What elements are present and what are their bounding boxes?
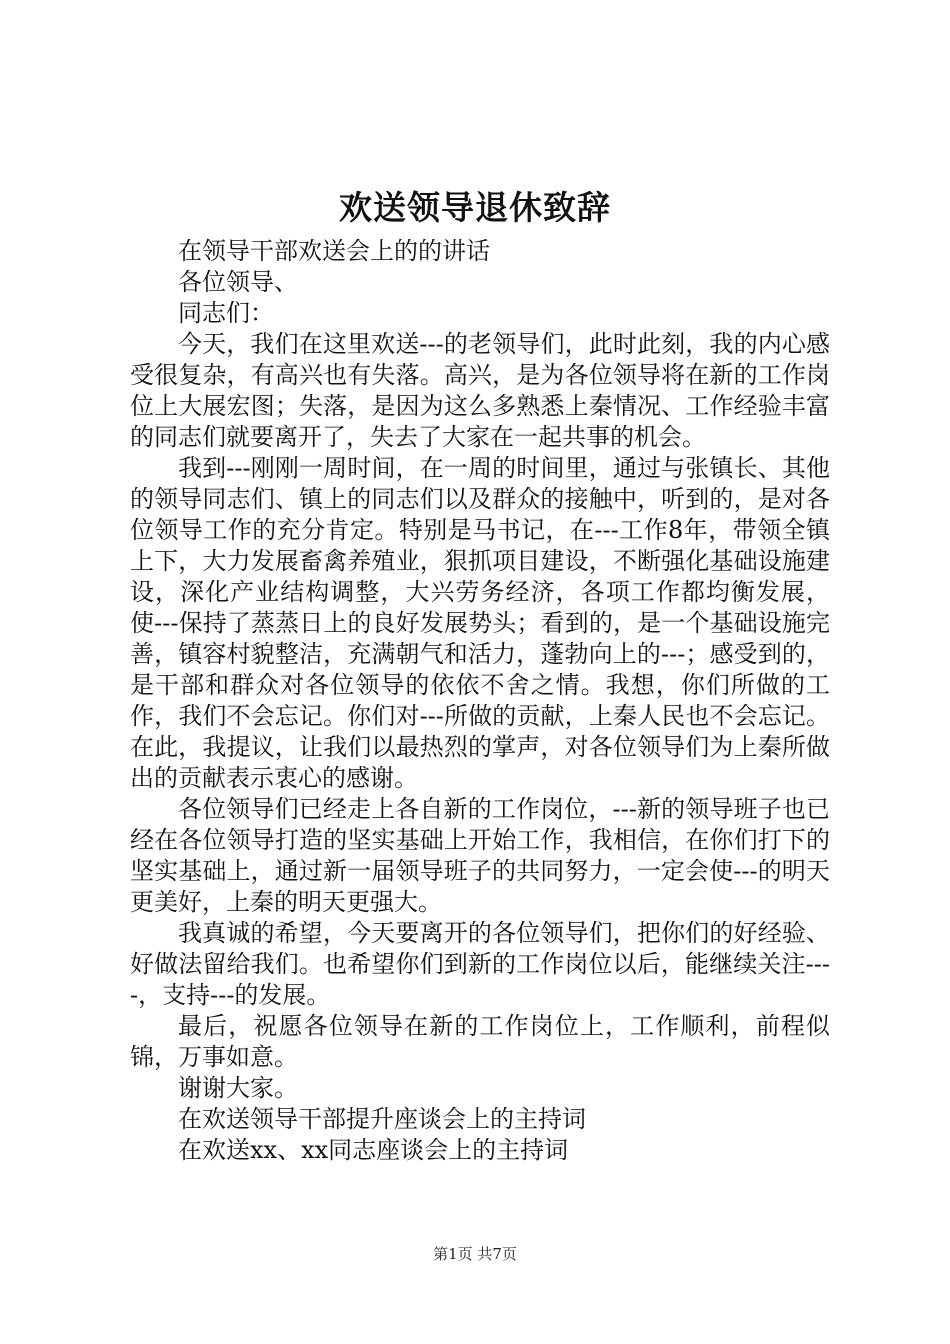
- document-body: [130, 236, 830, 1166]
- body-paragraph: 我到---刚刚一周时间，在一周的时间里，通过与张镇长、其他的领导同志们、镇上的同志们以及群众的接触中，听到的，是对各位领导工作的充分肯定。特别是马书记，在---工作8年，带领全镇上下，大力发展畜禽养殖业，狠抓项目建设，不断强化基础设施建设，深化产业结构调整，大兴劳务经济，各项工作都均衡发展，使---保持了蒸蒸日上的良好发展势头；看到的，是一个基础设施完善，镇容村貌整洁，充满朝气和活力，蓬勃向上的---；感受到的，是干部和群众对各位领导的依依不舍之情。我想，你们所做的工作，我们不会忘记。你们对---所做的贡献，上秦人民也不会忘记。在此，我提议，让我们以最热烈的掌声，对各位领导们为上秦所做出的贡献表示衷心的感谢。: [130, 454, 830, 792]
- body-paragraph: 今天，我们在这里欢送---的老领导们，此时此刻，我的内心感受很复杂，有高兴也有失落。高兴，是为各位领导将在新的工作岗位上大展宏图；失落，是因为这么多熟悉上秦情况、工作经验丰富的同志们就要离开了，失去了大家在一起共事的机会。: [130, 330, 830, 451]
- salutation-line: 同志们：: [178, 299, 274, 327]
- body-paragraph: 我真诚的希望，今天要离开的各位领导们，把你们的好经验、好做法留给我们。也希望你们到新的工作岗位以后，能继续关注----，支持---的发展。: [130, 919, 830, 1009]
- related-heading: 在欢送xx、xx同志座谈会上的主持词: [178, 1136, 569, 1164]
- closing-line: 谢谢大家。: [178, 1074, 298, 1102]
- body-paragraph: 各位领导们已经走上各自新的工作岗位，---新的领导班子也已经在各位领导打造的坚实基础上开始工作，我相信，在你们打下的坚实基础上，通过新一届领导班子的共同努力，一定会使---的明天更美好，上秦的明天更强大。: [130, 795, 830, 916]
- body-paragraph: 最后，祝愿各位领导在新的工作岗位上，工作顺利，前程似锦，万事如意。: [130, 1012, 830, 1071]
- subtitle-paragraph: 在领导干部欢送会上的的讲话: [178, 237, 490, 265]
- related-heading: 在欢送领导干部提升座谈会上的主持词: [178, 1105, 586, 1133]
- document-title: 欢送领导退休致辞: [339, 188, 611, 227]
- page-footer: 第1页 共7页: [433, 1245, 517, 1263]
- salutation-line: 各位领导、: [178, 268, 298, 296]
